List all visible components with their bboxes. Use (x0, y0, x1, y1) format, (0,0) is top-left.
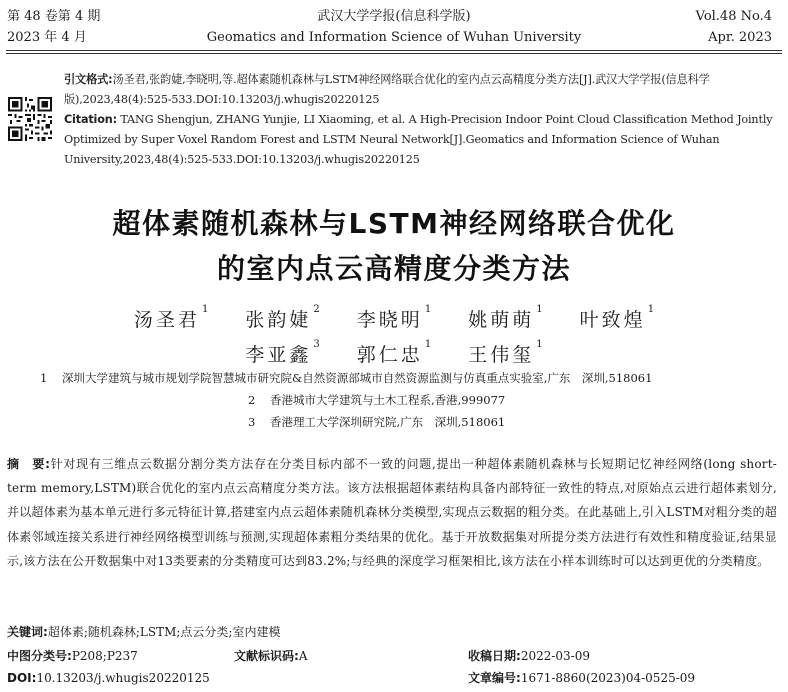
header-center (0, 6, 788, 48)
affiliation-2: 2 香港城市大学建筑与土木工程系,香港,999077 (248, 393, 506, 407)
header-right (696, 6, 772, 48)
qr-code-icon (8, 97, 52, 141)
author: 汤圣君 $^1$ (133, 304, 209, 331)
author-list-row2 (0, 340, 788, 367)
journal-name-cn: 武汉大学学报(信息科学版) (317, 9, 471, 24)
received-date: 收稿日期:2022-03-09 (468, 649, 590, 663)
date-en: Apr. 2023 (708, 30, 772, 45)
citation-cn (64, 70, 776, 110)
header-rule-bottom (6, 53, 782, 54)
doi: DOI:10.13203/j.whugis20220125 (7, 671, 210, 685)
affiliation-1: 1 深圳大学建筑与城市规划学院智慧城市研究院&自然资源部城市自然资源监测与仿真重点实验室,广东 深圳,518061 (40, 371, 653, 385)
citation-cn-label: 引文格式: (64, 73, 113, 86)
abstract-label: 摘 要: (7, 457, 51, 471)
volume-issue-en: Vol.48 No.4 (695, 9, 772, 24)
citation-en-label: Citation: (64, 113, 117, 126)
paper-title-line2: 的室内点云高精度分类方法 (216, 252, 571, 285)
abstract (7, 452, 777, 573)
abstract-text: 针对现有三维点云数据分割分类方法存在分类目标内部不一致的问题,提出一种超体素随机森林与长短期记忆神经网络(long short-term memory,LSTM)联合优化的室内点云高精度分类方法。该方法根据超体素结构具备内部特征一致性的特点,对原始点云进行超体素划分,并以超体素为基本单元进行多元特征计算,搭建室内点云超体素随机森林分类模型,实现点云数据的粗分类。在此基础上,引入LSTM对粗分类的超体素邻域连接关系进行神经网络模型训练与预测,实现超体素粗分类结果的优化。基于开放数据集对所提分类方法进行有效性和精度验证,结果显示,该方法在公开数据集中对13类要素的分类精度可达到83.2%;与经典的深度学习框架相比,该方法在小样本训练时可以达到更优的分类精度。 (7, 457, 778, 568)
date-cn: 2023 年 4 月 (7, 30, 87, 45)
article-number: 文章编号:1671-8860(2023)04-0525-09 (468, 671, 696, 685)
keywords-text: 超体素;随机森林;LSTM;点云分类;室内建模 (47, 625, 281, 639)
document-code: 文献标识码:A (234, 649, 308, 663)
affiliation-3: 3 香港理工大学深圳研究院,广东 深圳,518061 (248, 415, 506, 429)
author: 姚萌萌 $^1$ (468, 304, 543, 331)
clc-number: 中图分类号:P208;P237 (7, 649, 138, 663)
author: 张韵婕 $^2$ (245, 304, 320, 331)
citation-cn-text: 汤圣君,张韵婕,李晓明,等.超体素随机森林与LSTM神经网络联合优化的室内点云高精度分类方法[J].武汉大学学报(信息科学版),2023,48(4):525-533.DOI:10.13203/j.whugis20220125 (64, 73, 710, 106)
author-list-row1 (0, 305, 788, 332)
citation-block (64, 70, 776, 170)
citation-en (64, 110, 776, 170)
author: 郭仁忠 $^1$ (356, 339, 432, 366)
author: 李亚鑫 $^3$ (245, 339, 320, 366)
author: 李晓明 $^1$ (356, 304, 432, 331)
keywords (7, 622, 280, 642)
volume-issue-cn: 第 48 卷第 4 期 (7, 9, 101, 24)
header-rule-top (6, 50, 782, 51)
paper-title-line1: 超体素随机森林与LSTM神经网络联合优化 (112, 207, 676, 240)
author: 叶致煌 $^1$ (579, 304, 655, 331)
author: 王伟玺 $^1$ (468, 339, 543, 366)
journal-name-en: Geomatics and Information Science of Wuhan University (206, 30, 582, 45)
keywords-label: 关键词: (7, 625, 48, 639)
citation-en-text: TANG Shengjun, ZHANG Yunjie, LI Xiaoming, et al. A High-Precision Indoor Point Cloud Classification Method Jointly Optimized by Super Voxel Random Forest and LSTM Neural Network[J].Geomatics and Information Science of Wuhan University,2023,48(4):525-533.DOI:10.13203/j.whugis20220125 (64, 113, 773, 166)
